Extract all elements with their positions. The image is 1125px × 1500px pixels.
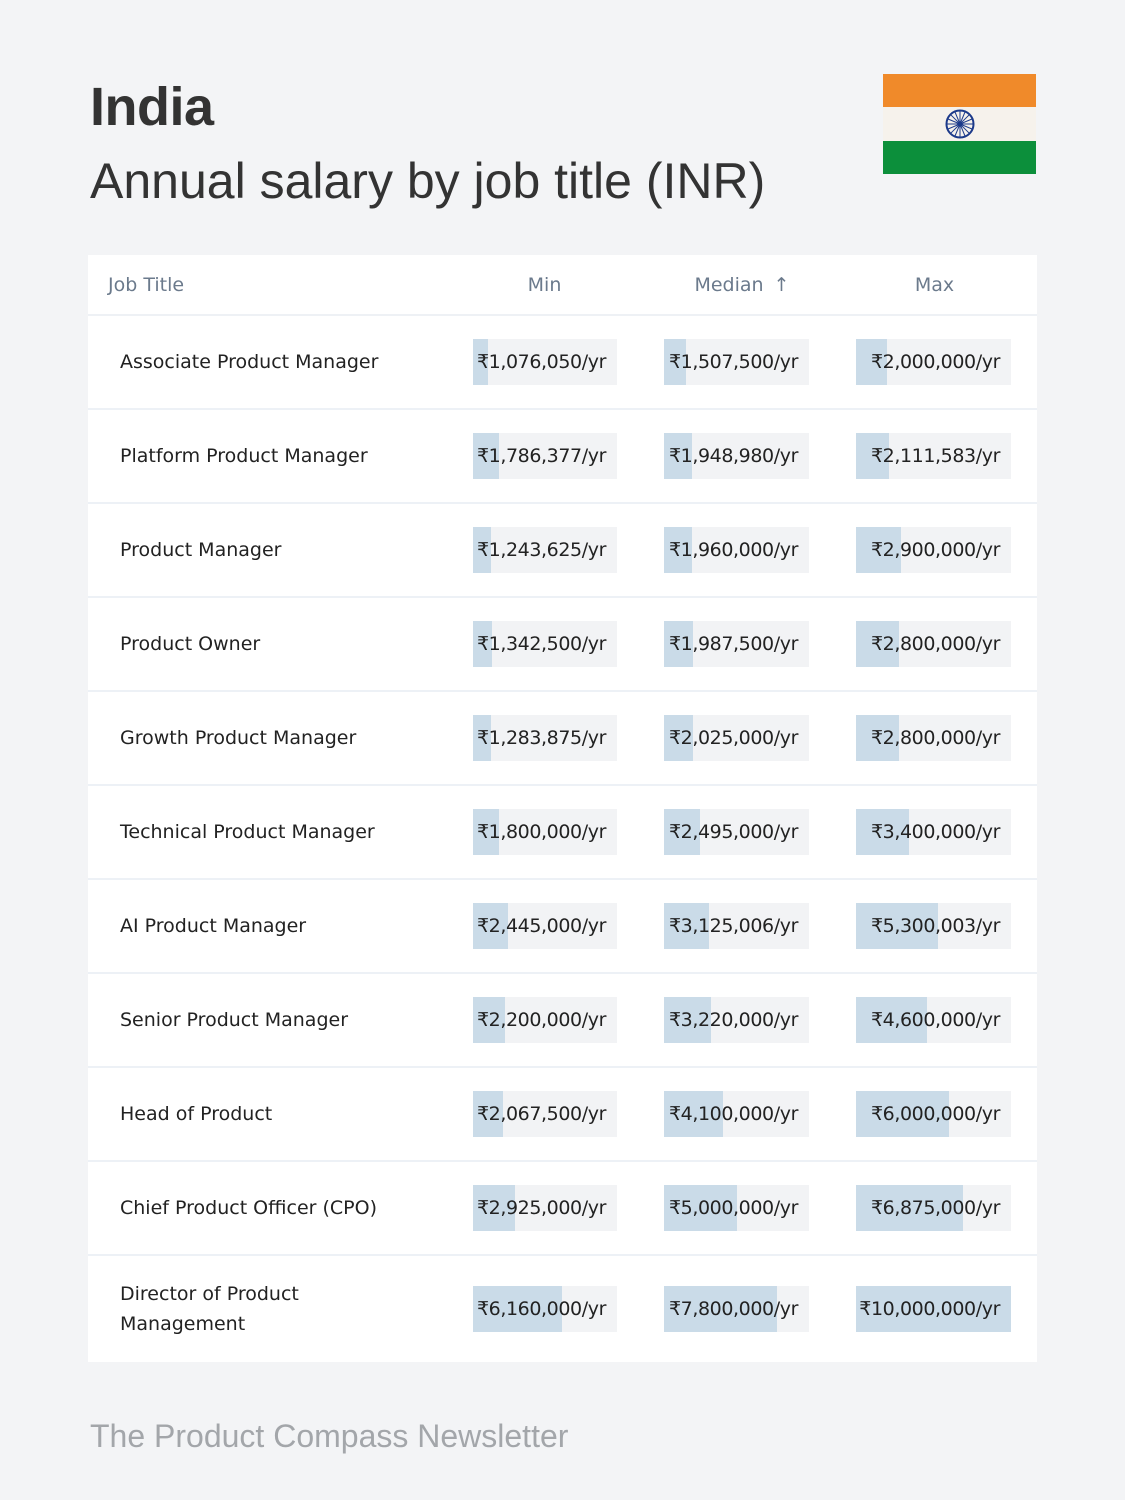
min-salary-value: ₹2,925,000/yr [476, 1197, 606, 1219]
max-salary-cell [856, 433, 1011, 479]
table-row [88, 1162, 1037, 1256]
table-row [88, 410, 1037, 504]
median-salary-cell [664, 903, 809, 949]
max-salary-value: ₹2,000,000/yr [870, 351, 1000, 373]
min-salary-value: ₹1,786,377/yr [476, 445, 606, 467]
table-body [88, 316, 1037, 1361]
job-title-cell: Product Manager [120, 539, 282, 561]
table-row [88, 316, 1037, 410]
median-salary-cell [664, 339, 809, 385]
max-salary-value: ₹5,300,003/yr [870, 915, 1000, 937]
page-title: India [90, 77, 214, 137]
india-flag-icon [883, 74, 1036, 174]
median-salary-cell [664, 1286, 809, 1332]
max-salary-value: ₹2,111,583/yr [870, 445, 1000, 467]
flag-saffron-band [883, 74, 1036, 107]
min-salary-cell [473, 997, 617, 1043]
salary-table [88, 255, 1037, 1362]
min-salary-value: ₹1,243,625/yr [476, 539, 606, 561]
median-salary-cell [664, 997, 809, 1043]
table-row [88, 880, 1037, 974]
job-title-cell: Growth Product Manager [120, 727, 357, 749]
job-title-cell: Senior Product Manager [120, 1009, 349, 1031]
table-row [88, 598, 1037, 692]
max-salary-cell [856, 339, 1011, 385]
median-salary-cell [664, 621, 809, 667]
median-salary-value: ₹2,495,000/yr [668, 821, 798, 843]
flag-green-band [883, 141, 1036, 174]
job-title-cell: Platform Product Manager [120, 445, 368, 467]
min-salary-cell [473, 621, 617, 667]
median-salary-value: ₹5,000,000/yr [668, 1197, 798, 1219]
median-salary-value: ₹1,948,980/yr [668, 445, 798, 467]
column-header-median[interactable]: Median ↑ [694, 273, 790, 296]
max-salary-cell [856, 527, 1011, 573]
min-salary-cell [473, 809, 617, 855]
table-row [88, 786, 1037, 880]
table-row [88, 504, 1037, 598]
max-salary-value: ₹2,800,000/yr [870, 633, 1000, 655]
min-salary-cell [473, 903, 617, 949]
min-salary-cell [473, 339, 617, 385]
min-salary-value: ₹2,067,500/yr [476, 1103, 606, 1125]
job-title-cell: Technical Product Manager [120, 821, 375, 843]
footer-credit: The Product Compass Newsletter [90, 1418, 569, 1454]
min-salary-value: ₹6,160,000/yr [476, 1297, 606, 1320]
table-row [88, 1256, 1037, 1361]
table-row [88, 974, 1037, 1068]
job-title-cell: Associate Product Manager [120, 351, 379, 373]
median-salary-cell [664, 715, 809, 761]
max-salary-cell [856, 809, 1011, 855]
min-salary-value: ₹2,200,000/yr [476, 1009, 606, 1031]
max-salary-value: ₹10,000,000/yr [859, 1297, 1000, 1320]
min-salary-value: ₹1,800,000/yr [476, 821, 606, 843]
max-salary-cell [856, 903, 1011, 949]
min-salary-value: ₹1,283,875/yr [476, 727, 606, 749]
max-salary-cell [856, 997, 1011, 1043]
job-title-cell: Chief Product Officer (CPO) [120, 1197, 378, 1219]
sort-ascending-icon: ↑ [773, 273, 790, 296]
max-salary-value: ₹2,900,000/yr [870, 539, 1000, 561]
page-subtitle: Annual salary by job title (INR) [90, 153, 766, 209]
job-title-cell: AI Product Manager [120, 915, 307, 937]
median-salary-value: ₹2,025,000/yr [668, 727, 798, 749]
median-salary-value: ₹1,987,500/yr [668, 633, 798, 655]
median-salary-value: ₹3,125,006/yr [668, 915, 798, 937]
flag-white-band [883, 107, 1036, 140]
max-salary-value: ₹3,400,000/yr [870, 821, 1000, 843]
job-title-cell: Director of Product Management [120, 1282, 299, 1335]
job-title-cell: Head of Product [120, 1103, 273, 1125]
column-header-min[interactable]: Min [527, 273, 562, 296]
median-salary-value: ₹7,800,000/yr [668, 1297, 798, 1320]
min-salary-value: ₹1,076,050/yr [476, 351, 606, 373]
max-salary-cell [856, 621, 1011, 667]
min-salary-cell [473, 1286, 617, 1332]
max-salary-cell [856, 715, 1011, 761]
median-salary-cell [664, 1185, 809, 1231]
max-salary-value: ₹6,000,000/yr [870, 1103, 1000, 1125]
table-header [88, 255, 1037, 316]
table-row [88, 692, 1037, 786]
median-salary-cell [664, 433, 809, 479]
min-salary-value: ₹2,445,000/yr [476, 915, 606, 937]
min-salary-cell [473, 433, 617, 479]
max-salary-value: ₹6,875,000/yr [870, 1197, 1000, 1219]
min-salary-cell [473, 527, 617, 573]
median-salary-cell [664, 809, 809, 855]
ashoka-chakra-icon [945, 109, 975, 139]
median-salary-cell [664, 527, 809, 573]
max-salary-value: ₹4,600,000/yr [870, 1009, 1000, 1031]
column-header-job-title[interactable]: Job Title [108, 273, 185, 296]
table-row [88, 1068, 1037, 1162]
max-salary-cell [856, 1185, 1011, 1231]
median-salary-value: ₹3,220,000/yr [668, 1009, 798, 1031]
column-header-max[interactable]: Max [914, 273, 955, 296]
max-salary-cell [856, 1091, 1011, 1137]
job-title-cell: Product Owner [120, 633, 261, 655]
min-salary-value: ₹1,342,500/yr [476, 633, 606, 655]
median-salary-value: ₹1,507,500/yr [668, 351, 798, 373]
median-salary-cell [664, 1091, 809, 1137]
max-salary-cell [856, 1286, 1011, 1332]
min-salary-cell [473, 1185, 617, 1231]
max-salary-value: ₹2,800,000/yr [870, 727, 1000, 749]
median-salary-value: ₹1,960,000/yr [668, 539, 798, 561]
min-salary-cell [473, 1091, 617, 1137]
min-salary-cell [473, 715, 617, 761]
median-salary-value: ₹4,100,000/yr [668, 1103, 798, 1125]
